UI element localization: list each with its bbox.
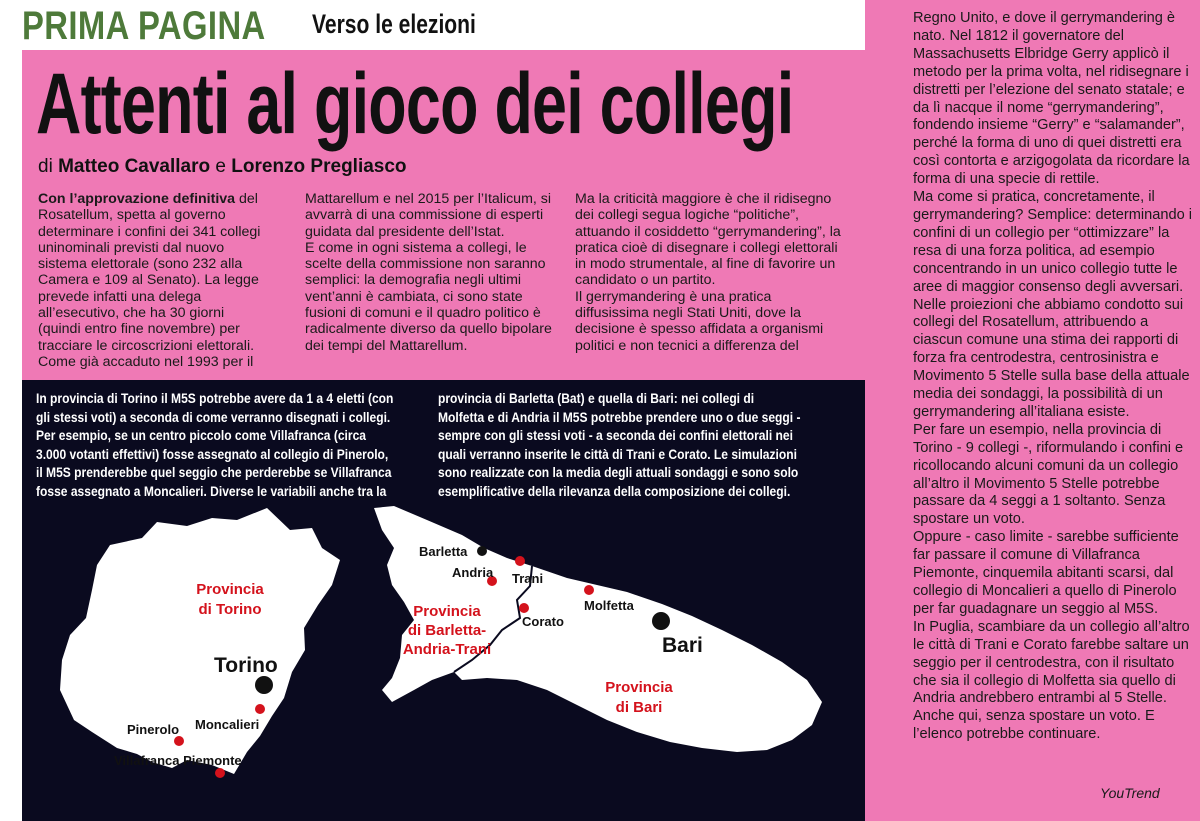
city-label-barletta: Barletta: [419, 544, 468, 559]
city-dot-bari: [652, 612, 670, 630]
city-label-pinerolo: Pinerolo: [127, 722, 180, 737]
column-3-paragraph: Il gerrymandering è una pratica diffusissima negli Stati Uniti, dove la decisione è spesso affidata a organismi politici e non tecnici a differenza del: [575, 288, 824, 354]
city-dot-corato: [519, 603, 529, 613]
city-dot-torino: [255, 676, 273, 694]
lead-text: Con l’approvazione definitiva: [38, 191, 236, 207]
province-label-bat: Provincia: [413, 603, 481, 620]
city-dot-moncalieri: [255, 704, 265, 714]
right-paragraph: Oppure - caso limite - sarebbe sufficiente far passare il comune di Villafranca Piemonte, cinquemila abitanti scarsi, dal collegio di Moncalieri a quello di Pinerolo per far guadagnare un seggio al M5S.: [913, 529, 1179, 617]
city-label-bari: Bari: [662, 634, 703, 657]
byline-prefix: di: [38, 156, 53, 177]
right-paragraph: In Puglia, scambiare da un collegio all’altro le città di Trani e Corato farebbe saltare un seggio per il centrodestra, con il risultato che sia il collegio di Molfetta sia quello di Andria andrebbero entrambi al 5 Stelle. Anche qui, senza spostare un voto. E l’elenco potrebbe continuare.: [913, 618, 1190, 743]
section-title: Verso le elezioni: [312, 9, 476, 39]
city-dot-barletta: [477, 546, 487, 556]
city-dot-pinerolo: [174, 736, 184, 746]
city-dot-molfetta: [584, 585, 594, 595]
right-paragraph: Per fare un esempio, nella provincia di Torino - 9 collegi -, riformulando i confini e ricollocando alcuni comuni da un collegio all’altro il Movimento 5 Stelle potrebbe passare da 4 seggi a 1 soltanto. Senza spostare un voto.: [913, 421, 1184, 528]
torino-province-shape: [60, 508, 340, 774]
article-column-1: [38, 191, 266, 370]
province-label-bat: Andria-Trani: [402, 641, 492, 658]
author-2: Lorenzo Pregliasco: [231, 156, 407, 177]
article-signature: YouTrend: [1100, 785, 1160, 801]
city-label-trani: Trani: [512, 571, 544, 586]
city-label-corato: Corato: [522, 614, 564, 629]
right-column-text: [913, 10, 1193, 744]
author-1: Matteo Cavallaro: [58, 156, 211, 177]
infobox-text-2: provincia di Barletta (Bat) e quella di Bari: nei collegi di Molfetta e di Andria il M5S potrebbe prendere uno o due seggi - sempre con gli stessi voti - a seconda dei confini elettorali nei quali verranno inserite le città di Trani e Corato. Le simulazioni sono realizzate con la media degli attuali sondaggi e sono solo esemplificative della rilevanza della composizione dei collegi.: [438, 391, 801, 499]
section-kicker: PRIMA PAGINA: [22, 4, 266, 48]
city-label-andria: Andria: [452, 565, 494, 580]
article-column-3: [575, 191, 845, 354]
city-label-moncalieri: Moncalieri: [195, 717, 260, 732]
article-column-2: [305, 191, 553, 354]
province-label-bari: Provincia: [605, 679, 673, 696]
province-label-torino: Provincia: [196, 581, 264, 598]
city-dot-trani: [515, 556, 525, 566]
column-2-paragraph: Mattarellum e nel 2015 per l’Italicum, si avvarrà di una commissione di esperti guidata dal presidente dell’Istat.: [305, 191, 552, 240]
column-2-paragraph: E come in ogni sistema a collegi, le scelte della commissione non saranno semplici: la demografia negli ultimi vent’anni è cambiata, ci sono state fusioni di comuni e il quadro politico è radicalmente diverso da quello bipolare dei tempi del Mattarellum.: [305, 239, 552, 354]
article-headline: Attenti al gioco dei collegi: [36, 56, 794, 152]
city-label-torino: Torino: [214, 654, 278, 677]
right-paragraph: Ma come si pratica, concretamente, il gerrymandering? Semplice: determinando i confini di un collegio per “ottimizzare” la resa di una forza politica, ad esempio concentrando in un unico collegio tutte le aree di maggior consenso degli avversari.: [913, 189, 1193, 295]
city-dot-villafranca: [215, 768, 225, 778]
byline-conjunction: e: [215, 156, 226, 177]
city-label-molfetta: Molfetta: [584, 598, 634, 613]
province-label-torino: di Torino: [198, 601, 262, 618]
article-byline: [38, 156, 407, 178]
right-paragraph: Regno Unito, e dove il gerrymandering è nato. Nel 1812 il governatore del Massachusetts Elbridge Gerry applicò il metodo per la prima volta, nel ridisegnare i distretti per l’elezione del senato statale; e da lì nacque il nome “gerrymandering”, fondendo insieme “Gerry” e “salamander”, perché la forma di uno di quei distretti era così contorta e arzigogolata da ricordare la forma di una specie di rettile.: [913, 10, 1190, 188]
province-label-bat: di Barletta-: [407, 622, 487, 639]
infobox-text-1: In provincia di Torino il M5S potrebbe avere da 1 a 4 eletti (con gli stessi voti) a seconda di come verranno disegnati i collegi. Per esempio, se un centro piccolo come Villafranca (circa 3.000 votanti effettivi) fosse assegnato al collegio di Pinerolo, il M5S prenderebbe quel seggio che perderebbe se Villafranca fosse assegnato a Moncalieri. Diverse le variabili anche tra la: [36, 391, 394, 499]
column-1-body: del Rosatellum, spetta al governo determinare i confini dei 341 collegi uninominali previsti dal nuovo sistema elettorale (sono 232 alla Camera e 109 al Senato). La legge prevede infatti una delega all’esecutivo, che ha 30 giorni (quindi entro fine novembre) per tracciare le circoscrizioni elettorali. Come già accaduto nel 1993 per il: [38, 191, 261, 370]
right-paragraph: Nelle proiezioni che abbiamo condotto sui collegi del Rosatellum, attribuendo a ciascun comune una stima dei rapporti di forza fra centrodestra, centrosinistra e Movimento 5 Stelle sulla base della attuale media dei sondaggi, la possibilità di un gerrymandering all’italiana esiste.: [913, 296, 1190, 420]
column-3-paragraph: Ma la criticità maggiore è che il ridisegno dei collegi segua logiche “politiche”, attuando il cosiddetto “gerrymandering”, la pratica cioè di disegnare i collegi elettorali in modo strumentale, al fine di favorire un candidato o un partito.: [575, 191, 841, 289]
city-label-villafranca: Villafranca Piemonte: [114, 753, 242, 768]
province-map: [22, 380, 865, 821]
province-label-bari: di Bari: [615, 699, 663, 716]
